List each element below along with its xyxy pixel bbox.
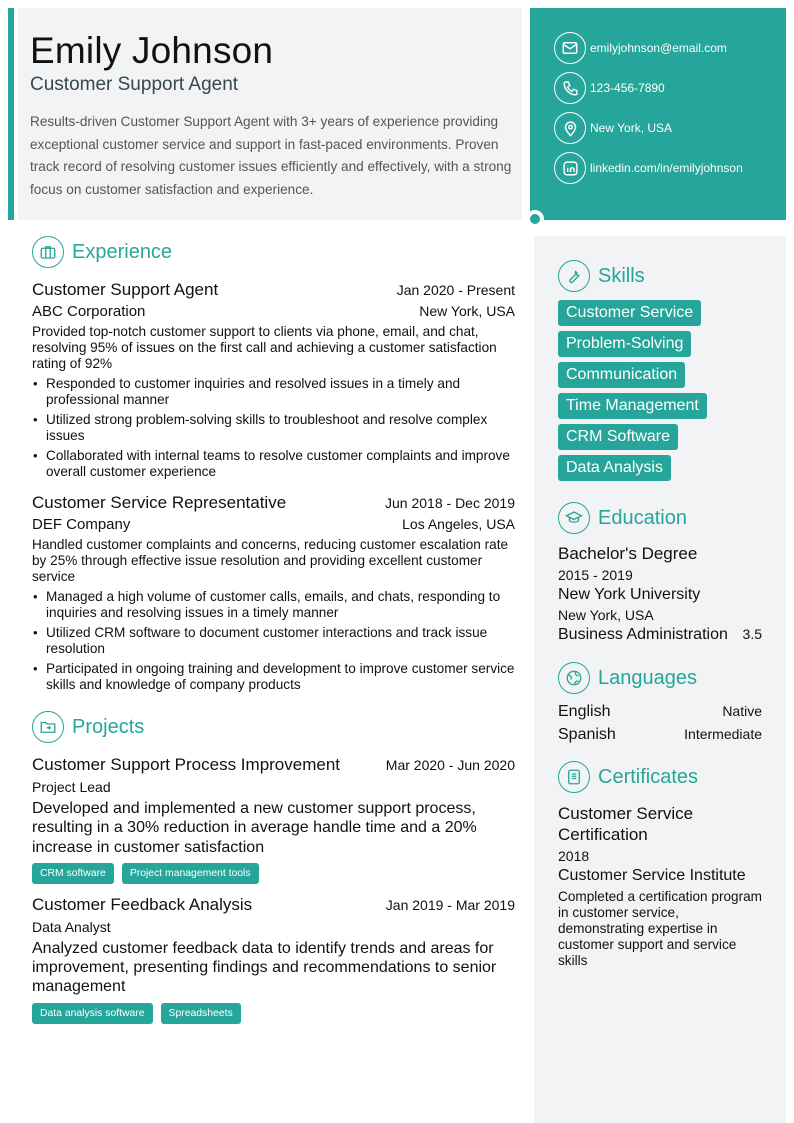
phone-icon [554,72,586,104]
school: New York University [558,586,701,603]
phone-text[interactable]: 123-456-7890 [590,81,665,95]
project-tags [32,1003,515,1024]
tag: CRM software [32,863,114,884]
education-heading [558,502,762,534]
languages-heading [558,662,762,694]
certificate-icon [558,761,590,793]
bullet: • Collaborated with internal teams to resolve customer complaints and improve overall customer experience [32,448,515,480]
language-level: Intermediate [684,726,762,742]
tag: Project management tools [122,863,259,884]
tag: Data analysis software [32,1003,153,1024]
job-title-headline: Customer Support Agent [30,74,239,95]
job-description: Provided top-notch customer support to clients via phone, email, and chat, resolving 95% of issues on the first call and achieving a customer satisfaction rating of 92% [32,324,497,371]
project-description: Analyzed customer feedback data to identify trends and areas for improvement, presenting findings and recommendations to senior management [32,939,497,996]
email-icon [554,32,586,64]
experience-item [32,493,515,693]
job-bullets [32,589,515,693]
languages-title: Languages [598,666,697,689]
linkedin-icon [554,152,586,184]
school-location: New York, USA [558,607,654,623]
bullet: • Responded to customer inquiries and resolved issues in a timely and professional manner [32,376,515,408]
certificates-title: Certificates [598,765,699,788]
field-of-study: Business Administration [558,626,728,643]
skills-title: Skills [598,264,645,287]
language-name: Spanish [558,726,616,743]
certificate-issuer: Customer Service Institute [558,867,746,884]
certificates-heading [558,761,762,793]
sidebar [534,236,786,1123]
tag: Spreadsheets [161,1003,241,1024]
project-title: Customer Support Process Improvement [32,755,341,774]
email-text[interactable]: emilyjohnson@email.com [590,41,727,55]
bullet: • Participated in ongoing training and development to improve customer service skills and knowledge of company products [32,661,515,693]
main-column [32,236,515,1024]
projects-title: Projects [72,715,145,738]
skill-chip: Time Management [558,393,707,419]
project-description: Developed and implemented a new customer support process, resulting in a 30% reduction in average handle time and a 20% increase in customer satisfaction [32,800,477,856]
project-title: Customer Feedback Analysis [32,894,253,914]
projects-heading [32,711,515,743]
language-row [558,726,762,749]
experience-heading [32,236,515,268]
contact-phone[interactable] [554,72,786,104]
graduation-cap-icon [558,502,590,534]
briefcase-icon [32,236,64,268]
job-description: Handled customer complaints and concerns, reducing customer escalation rate by 25% through effective issue resolution and providing excellent customer service [32,537,509,584]
job-location: New York, USA [419,303,515,319]
company: DEF Company [32,516,131,533]
skill-chip: Communication [558,362,685,388]
folder-icon [32,711,64,743]
accent-bar [8,8,14,220]
language-level: Native [722,703,762,719]
summary: Results-driven Customer Support Agent with 3+ years of experience providing exceptional customer service and support in fast-paced environments. Proven track record of resolving customer issues efficiently and effectively, with a strong focus on customer satisfaction and experience. [30,114,512,197]
company: ABC Corporation [32,303,146,320]
certificate-description: Completed a certification program in customer service, demonstrating expertise in customer support and service skills [558,889,762,968]
skill-chip: Customer Service [558,300,701,326]
bullet: • Utilized CRM software to document customer interactions and track issue resolution [32,625,515,657]
job-title: Customer Support Agent [32,280,219,299]
project-role: Data Analyst [32,918,111,935]
project-dates: Jan 2019 - Mar 2019 [385,896,515,913]
certificate-name: Customer Service Certification [558,804,694,844]
bullet: • Utilized strong problem-solving skills to troubleshoot and resolve complex issues [32,412,515,444]
contact-panel [530,8,786,220]
project-role: Project Lead [32,779,111,795]
project-tags [32,863,515,884]
education-dates: 2015 - 2019 [558,567,633,583]
skills-heading [558,260,762,292]
wrench-icon [558,260,590,292]
contact-linkedin[interactable] [554,152,786,184]
contact-location [554,112,786,144]
location-text: New York, USA [590,121,673,135]
bullet: • Managed a high volume of customer calls, emails, and chats, responding to inquiries and resolving issues in a timely manner [32,589,515,621]
skill-list [558,300,762,486]
job-bullets [32,376,515,480]
experience-title: Experience [72,240,173,263]
language-list [558,703,762,749]
job-location: Los Angeles, USA [402,516,515,532]
certificate-year: 2018 [558,848,590,864]
language-name: English [558,703,611,720]
project-item [32,755,515,884]
contact-email[interactable] [554,32,786,64]
header [18,8,522,220]
project-dates: Mar 2020 - Jun 2020 [385,757,515,773]
job-dates: Jun 2018 - Dec 2019 [385,495,515,511]
linkedin-text[interactable]: linkedin.com/in/emilyjohnson [590,161,743,175]
job-title: Customer Service Representative [32,493,287,512]
full-name: Emily Johnson [30,30,274,71]
job-dates: Jan 2020 - Present [396,282,515,298]
language-row [558,703,762,726]
gpa: 3.5 [742,626,762,642]
skill-chip: CRM Software [558,424,678,450]
decorative-dot [526,210,544,228]
skill-chip: Problem-Solving [558,331,691,357]
project-item [32,895,515,1024]
experience-item [32,280,515,480]
skill-chip: Data Analysis [558,455,671,481]
degree: Bachelor's Degree [558,544,698,563]
education-title: Education [598,506,687,529]
globe-icon [558,662,590,694]
location-pin-icon [554,112,586,144]
